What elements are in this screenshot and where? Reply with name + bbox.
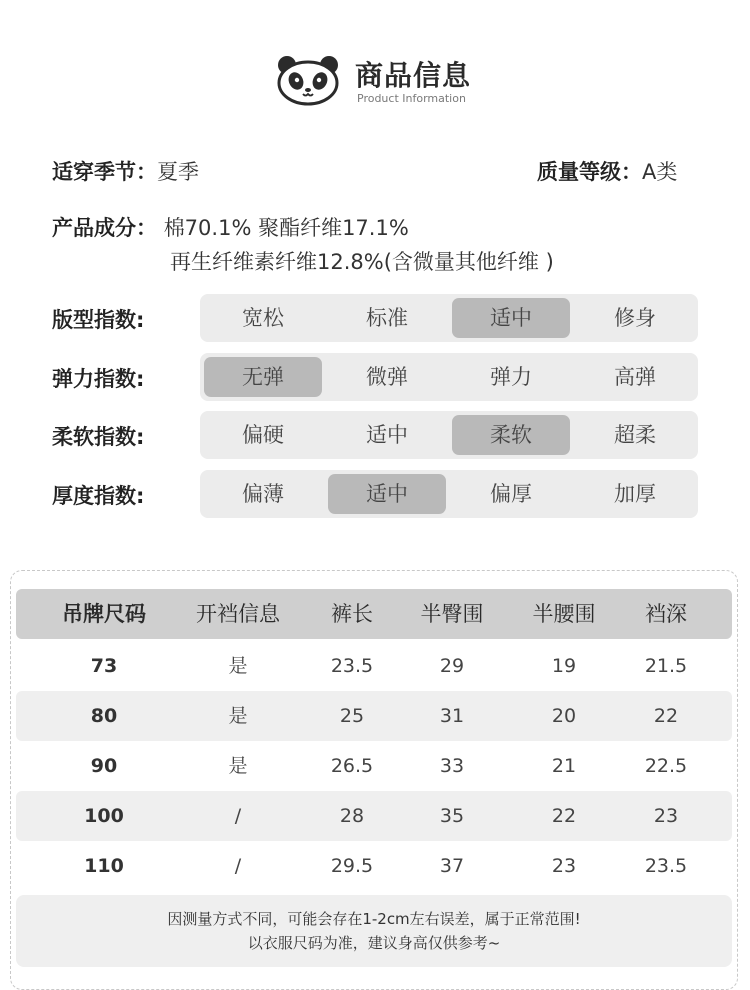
- size-note: [16, 895, 732, 967]
- table-cell: 73: [90, 655, 118, 677]
- table-cell: 22: [551, 805, 577, 827]
- table-cell: 22.5: [644, 755, 688, 777]
- index-label: 版型指数:: [52, 308, 145, 332]
- index-option: 适中: [366, 423, 408, 447]
- index-option: 偏硬: [242, 423, 284, 447]
- panda-icon: [275, 54, 341, 106]
- table-cell: 29: [439, 655, 465, 677]
- table-row: [16, 691, 732, 741]
- index-option: 加厚: [614, 482, 656, 506]
- grade-row: [537, 156, 677, 186]
- table-row: [16, 791, 732, 841]
- table-cell: 21: [551, 755, 577, 777]
- table-cell: 90: [90, 755, 118, 777]
- table-cell: 19: [551, 655, 577, 677]
- table-cell: 21.5: [644, 655, 688, 677]
- table-header-cell: 半臀围: [420, 602, 484, 626]
- table-cell: 是: [228, 755, 248, 777]
- index-option: 高弹: [614, 365, 656, 389]
- composition-line2: 再生纤维素纤维12.8%(含微量其他纤维 ): [170, 250, 554, 274]
- table-cell: 33: [439, 755, 465, 777]
- index-label: 厚度指数:: [52, 484, 145, 508]
- index-scale: [200, 470, 698, 518]
- table-cell: 23: [653, 805, 679, 827]
- table-cell: 37: [439, 855, 465, 877]
- index-option-selected: 柔软: [452, 415, 570, 455]
- index-row: [52, 353, 702, 401]
- table-cell: 22: [653, 705, 679, 727]
- index-option: 标准: [366, 306, 408, 330]
- index-label: 柔软指数:: [52, 425, 145, 449]
- index-option: 宽松: [242, 306, 284, 330]
- table-row: [16, 741, 732, 791]
- table-header-cell: 半腰围: [532, 602, 596, 626]
- table-cell: 是: [228, 705, 248, 727]
- table-header-cell: 开裆信息: [196, 602, 280, 626]
- table-cell: 是: [228, 655, 248, 677]
- grade-label: 质量等级：: [537, 160, 642, 184]
- index-option-selected: 无弹: [204, 357, 322, 397]
- table-cell: 26.5: [330, 755, 374, 777]
- table-cell: 31: [439, 705, 465, 727]
- composition-line1: 棉70.1% 聚酯纤维17.1%: [163, 216, 409, 240]
- index-label: 弹力指数:: [52, 367, 145, 391]
- page-title: 商品信息: [355, 59, 472, 92]
- table-header-cell: 裆深: [645, 602, 687, 626]
- note-line-2: 以衣服尺码为准，建议身高仅供参考~: [247, 934, 501, 952]
- composition-row: [52, 212, 409, 242]
- table-cell: 28: [339, 805, 365, 827]
- table-row: [16, 641, 732, 691]
- index-option: 修身: [614, 306, 656, 330]
- season-label: 适穿季节：: [52, 160, 157, 184]
- table-cell: 23: [551, 855, 577, 877]
- index-option: 偏薄: [242, 482, 284, 506]
- table-cell: 25: [339, 705, 365, 727]
- table-cell: 110: [84, 855, 124, 877]
- table-cell: /: [234, 855, 242, 877]
- table-cell: 29.5: [330, 855, 374, 877]
- table-header-cell: 吊牌尺码: [62, 602, 146, 626]
- size-table-header: [16, 589, 732, 639]
- season-value: 夏季: [157, 160, 199, 184]
- table-cell: 35: [439, 805, 465, 827]
- index-option-selected: 适中: [452, 298, 570, 338]
- note-line-1: 因测量方式不同，可能会存在1-2cm左右误差，属于正常范围!: [167, 910, 581, 928]
- index-row: [52, 294, 702, 342]
- grade-value: A类: [642, 160, 678, 184]
- table-cell: 20: [551, 705, 577, 727]
- index-option: 弹力: [490, 365, 532, 389]
- index-scale: [200, 411, 698, 459]
- index-scale: [200, 294, 698, 342]
- table-cell: /: [234, 805, 242, 827]
- composition-row-2: [170, 246, 554, 276]
- table-cell: 23.5: [330, 655, 374, 677]
- composition-label: 产品成分：: [52, 216, 157, 240]
- section-header: [0, 50, 750, 110]
- index-option: 偏厚: [490, 482, 532, 506]
- index-option: 超柔: [614, 423, 656, 447]
- page-subtitle: Product Information: [357, 92, 466, 105]
- index-row: [52, 470, 702, 518]
- table-row: [16, 841, 732, 891]
- index-row: [52, 411, 702, 459]
- index-scale: [200, 353, 698, 401]
- table-cell: 80: [90, 705, 118, 727]
- table-cell: 23.5: [644, 855, 688, 877]
- table-header-cell: 裤长: [331, 602, 373, 626]
- season-row: [52, 156, 199, 186]
- index-option-selected: 适中: [328, 474, 446, 514]
- index-option: 微弹: [366, 365, 408, 389]
- table-cell: 100: [84, 805, 124, 827]
